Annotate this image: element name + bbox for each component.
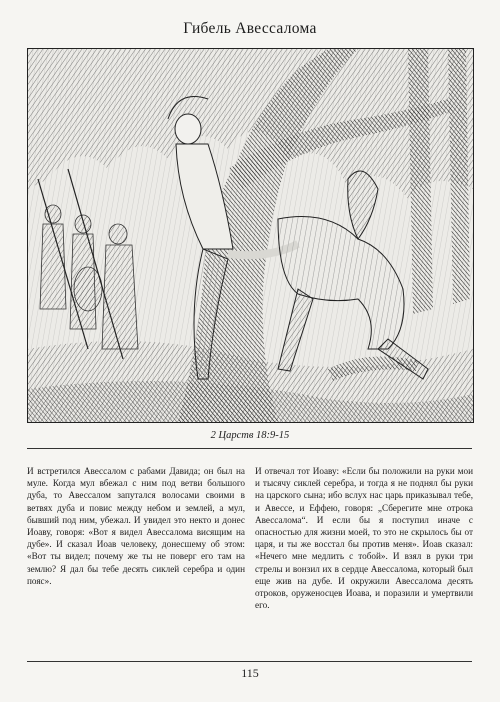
body-text-left-column: И встретился Авессалом с рабами Давида; он был на муле. Когда мул вбежал с ним под ветви большого дуба, то Авессалом запутался волосами своими в ветвях дуба и повис между небом и землей, а мул, бывший под ним, убежал. И увидел это некто и донес Иоаву, говоря: «Вот я видел Авессалома висящим на дубе». И сказал Иоав человеку, донесшему об этом: «Вот ты видел; почему же ты не поверг его там на землю? Я дал бы тебе десять сиклей серебра и один пояс». [27, 466, 245, 586]
body-text-right-column: И отвечал тот Иоаву: «Если бы положили на руки мои и тысячу сиклей серебра, и тогда я не поднял бы руки на царского сына; ибо вслух нас царь приказывал тебе, и Авессе, и Еффею, говоря: „Сберегите мне отрока Авессалома“. И если бы я поступил иначе с опасностью для жизни моей, то это не скрылось бы от царя, и ты же восстал бы против меня». Иоав сказал: «Нечего мне медлить с тобой». И взял в руки три стрелы и вонзил их в сердце Авессалома, который был еще жив на дубе. И окружили Авессалома десять отроков, оруженосцев Иоава, и поразили и умертвили его. [255, 466, 473, 611]
absalom-hanging-in-oak-engraving [28, 49, 473, 422]
bottom-divider [27, 661, 472, 662]
page-title: Гибель Авессалома [183, 20, 317, 37]
page-number: 115 [241, 666, 259, 680]
top-divider [27, 448, 472, 449]
illustration-frame [27, 48, 474, 423]
illustration-caption: 2 Царств 18:9-15 [210, 430, 290, 441]
